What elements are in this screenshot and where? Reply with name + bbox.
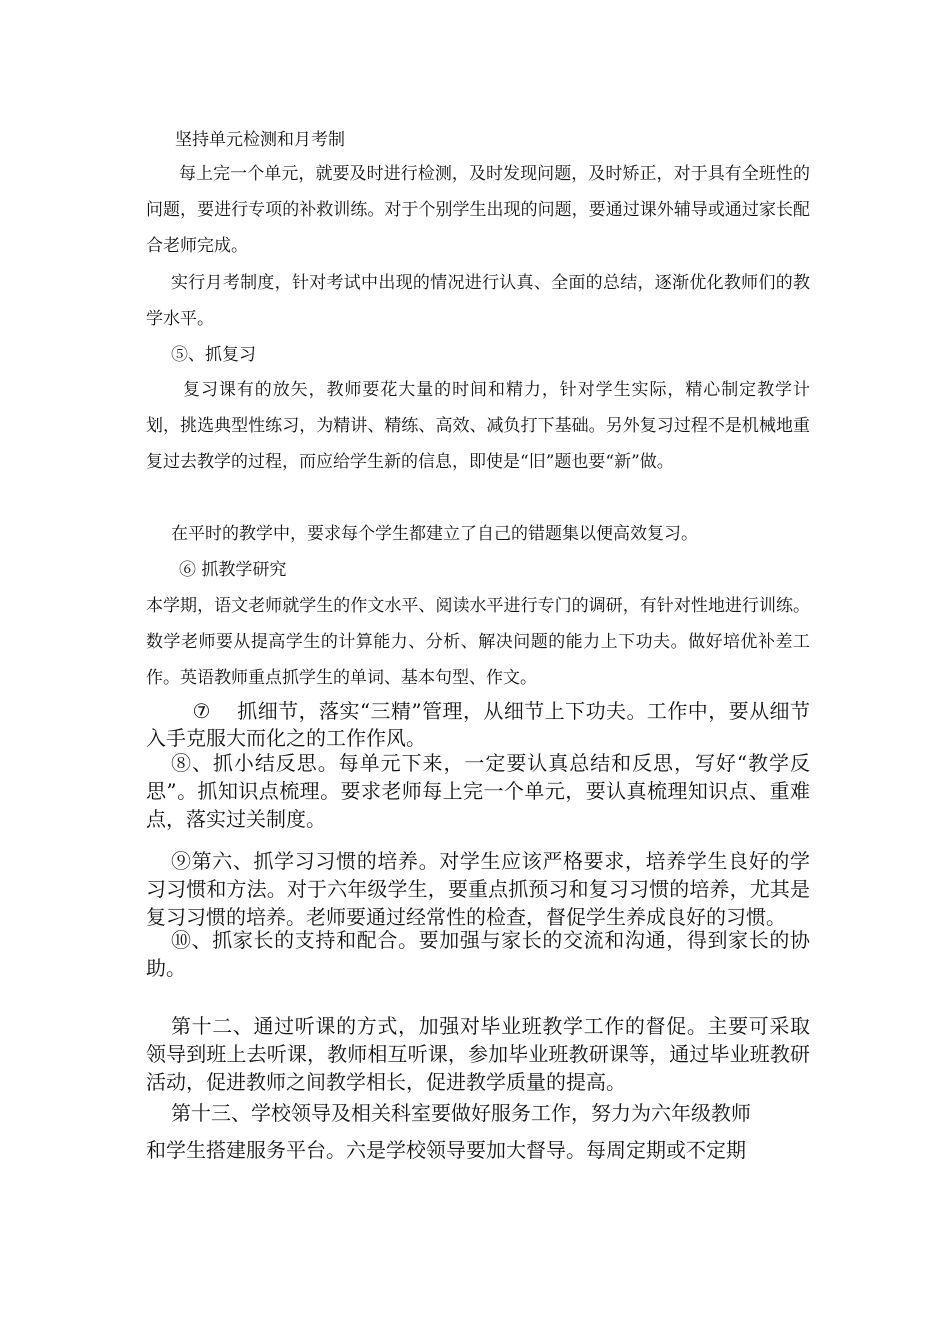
item-number-7: ⑦ xyxy=(192,699,211,723)
section-heading-teaching-research: ⑥ 抓教学研究 xyxy=(179,560,287,580)
paragraph-details xyxy=(146,698,810,752)
paragraph-leadership-line-2: 和学生搭建服务平台。六是学校领导要加大督导。每周定期或不定期 xyxy=(146,1138,746,1162)
section-heading-review: ⑤、抓复习 xyxy=(171,345,256,365)
paragraph-details-text: 抓细节，落实“三精”管理，从细节上下功夫。工作中，要从细节入手克服大而化之的工作作风。 xyxy=(146,699,810,750)
paragraph-parent-support: ⑩、抓家长的支持和配合。要加强与家长的交流和沟通，得到家长的协助。 xyxy=(146,928,810,980)
paragraph-teaching-research: 本学期，语文老师就学生的作文水平、阅读水平进行专门的调研，有针对性地进行训练。数学老师要从提高学生的计算能力、分析、解决问题的能力上下功夫。做好培优补差工作。英语教师重点抓学生的单词、基本句型、作文。 xyxy=(146,596,810,688)
paragraph-lesson-observation: 第十二、通过听课的方式，加强对毕业班教学工作的督促。主要可采取领导到班上去听课，教师相互听课，参加毕业班教研课等，通过毕业班教研活动，促进教师之间教学相长，促进教学质量的提高。 xyxy=(146,1014,810,1094)
paragraph-monthly-exams: 实行月考制度，针对考试中出现的情况进行认真、全面的总结，逐渐优化教师们的教学水平。 xyxy=(146,273,810,329)
paragraph-leadership-line-1: 第十三、学校领导及相关科室要做好服务工作，努力为六年级教师 xyxy=(171,1101,751,1125)
paragraph-error-collection: 在平时的教学中，要求每个学生都建立了自己的错题集以便高效复习。 xyxy=(171,524,698,544)
paragraph-review-lessons: 复习课有的放矢，教师要花大量的时间和精力，针对学生实际，精心制定教学计划，挑选典型性练习，为精讲、精练、高效、减负打下基础。另外复习过程不是机械地重复过去教学的过程，而应给学生新的信息，即使是“旧”题也要“新”做。 xyxy=(146,380,810,472)
paragraph-unit-testing: 每上完一个单元，就要及时进行检测，及时发现问题，及时矫正，对于具有全班性的问题，要进行专项的补救训练。对于个别学生出现的问题，要通过课外辅导或通过家长配合老师完成。 xyxy=(146,164,810,256)
paragraph-study-habits: ⑨第六、抓学习习惯的培养。对学生应该严格要求，培养学生良好的学习习惯和方法。对于六年级学生，要重点抓预习和复习习惯的培养，尤其是复习习惯的培养。老师要通过经常性的检查，督促学生养成良好的习惯。 xyxy=(146,849,810,929)
paragraph-reflection: ⑧、抓小结反思。每单元下来，一定要认真总结和反思，写好“教学反思”。抓知识点梳理。要求老师每上完一个单元，要认真梳理知识点、重难点，落实过关制度。 xyxy=(146,751,810,831)
section-heading-unit-tests: 坚持单元检测和月考制 xyxy=(175,130,345,150)
